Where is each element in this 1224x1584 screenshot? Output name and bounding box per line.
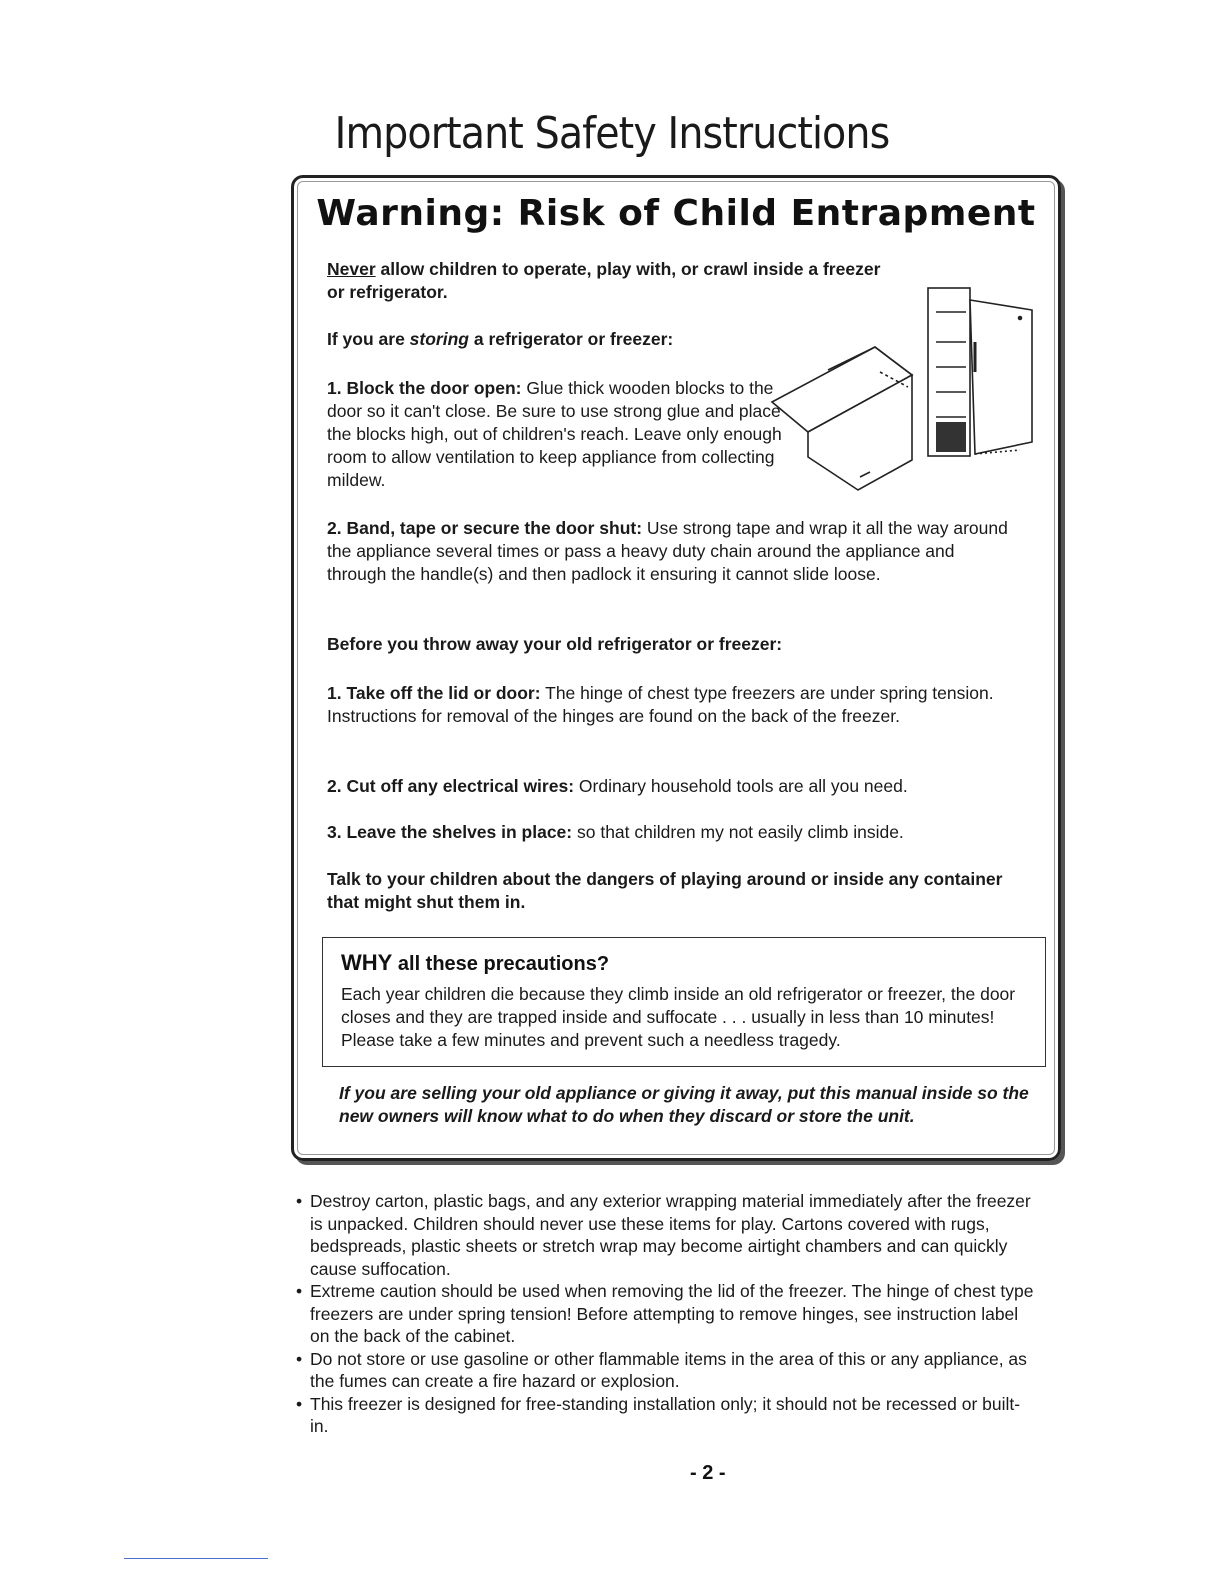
- bullet-text: Destroy carton, plastic bags, and any exterior wrapping material immediately after the freezer is unpacked. Children should never use these items for play. Cartons covered with rugs, bedspreads, plastic sheets or stretch wrap may become airtight chambers and can quickly cause suffocation.: [310, 1191, 1031, 1279]
- throw-step-1: [327, 682, 1017, 728]
- store-step-2-text: Use strong tape and wrap it all the way around the appliance several times or pass a heavy duty chain around the appliance and through the handle(s) and then padlock it ensuring it cannot slide loose.: [327, 518, 1008, 584]
- selling-note: If you are selling your old appliance or giving it away, put this manual inside so the new owners will know what to do when they discard or store the unit.: [339, 1083, 1029, 1126]
- bullet-item: [296, 1348, 1036, 1393]
- throw-step-3-text: so that children my not easily climb inside.: [572, 822, 904, 842]
- freezer-illustration: [770, 282, 1040, 497]
- upright-freezer-drawing: [928, 288, 1032, 456]
- store-step-2: [327, 517, 1017, 586]
- bullet-text: This freezer is designed for free-standing installation only; it should not be recessed or built-in.: [310, 1393, 1021, 1436]
- throw-step-3-label: 3. Leave the shelves in place:: [327, 822, 573, 842]
- throw-step-1-text: The hinge of chest type freezers are under spring tension. Instructions for removal of the hinges are found on the back of the freezer.: [327, 683, 994, 726]
- bullet-item: [296, 1190, 1036, 1280]
- bullet-dot: •: [296, 1281, 303, 1301]
- throw-step-3: [327, 821, 1017, 844]
- storing-post: a refrigerator or freezer:: [468, 329, 674, 349]
- safety-bullet-list: [296, 1190, 1036, 1438]
- bullet-text: Do not store or use gasoline or other flammable items in the area of this or any appliance, as the fumes can create a fire hazard or explosion.: [310, 1348, 1027, 1391]
- chest-freezer-drawing: [772, 347, 912, 490]
- page-number: - 2 -: [690, 1462, 726, 1484]
- throw-step-2-text: Ordinary household tools are all you need.: [574, 776, 908, 796]
- store-step-1: [327, 377, 797, 492]
- bullet-item: [296, 1280, 1036, 1348]
- store-step-1-label: 1. Block the door open:: [327, 378, 522, 398]
- why-text: Each year children die because they climb inside an old refrigerator or freezer, the door closes and they are trapped inside and suffocate . . . usually in less than 10 minutes! Please take a few minutes and prevent such a needless tragedy.: [341, 984, 1016, 1050]
- bullet-dot: •: [296, 1393, 303, 1414]
- throw-step-2: [327, 775, 1017, 798]
- why-title: [341, 950, 609, 976]
- intro-rest: allow children to operate, play with, or crawl inside a freezer or refrigerator.: [327, 259, 881, 302]
- page-title: Important Safety Instructions: [334, 108, 890, 159]
- throw-away-heading: Before you throw away your old refrigerator or freezer:: [327, 634, 783, 654]
- intro-never: Never: [327, 259, 376, 279]
- footer-rule: [124, 1558, 268, 1559]
- why-rest: all these precautions?: [392, 953, 610, 975]
- bullet-dot: •: [296, 1348, 303, 1369]
- bullet-dot: •: [296, 1191, 303, 1211]
- throw-step-1-label: 1. Take off the lid or door:: [327, 683, 541, 703]
- storing-pre: If you are: [327, 329, 410, 349]
- storing-em: storing: [409, 329, 469, 349]
- throw-step-2-label: 2. Cut off any electrical wires:: [327, 776, 575, 796]
- why-big: WHY: [341, 950, 393, 975]
- bullet-text: Extreme caution should be used when removing the lid of the freezer. The hinge of chest type freezers are under spring tension! Before attempting to remove hinges, see instruction label on the back of the cabinet.: [310, 1281, 1034, 1346]
- warning-heading: Warning: Risk of Child Entrapment: [316, 193, 1036, 234]
- talk-to-children: Talk to your children about the dangers of playing around or inside any container that might shut them in.: [327, 869, 1003, 912]
- store-step-2-label: 2. Band, tape or secure the door shut:: [327, 518, 643, 538]
- bullet-item: [296, 1393, 1036, 1438]
- store-step-1-text: Glue thick wooden blocks to the door so it can't close. Be sure to use strong glue and place the blocks high, out of children's reach. Leave only enough room to allow ventilation to keep appliance from collecting mildew.: [327, 378, 782, 490]
